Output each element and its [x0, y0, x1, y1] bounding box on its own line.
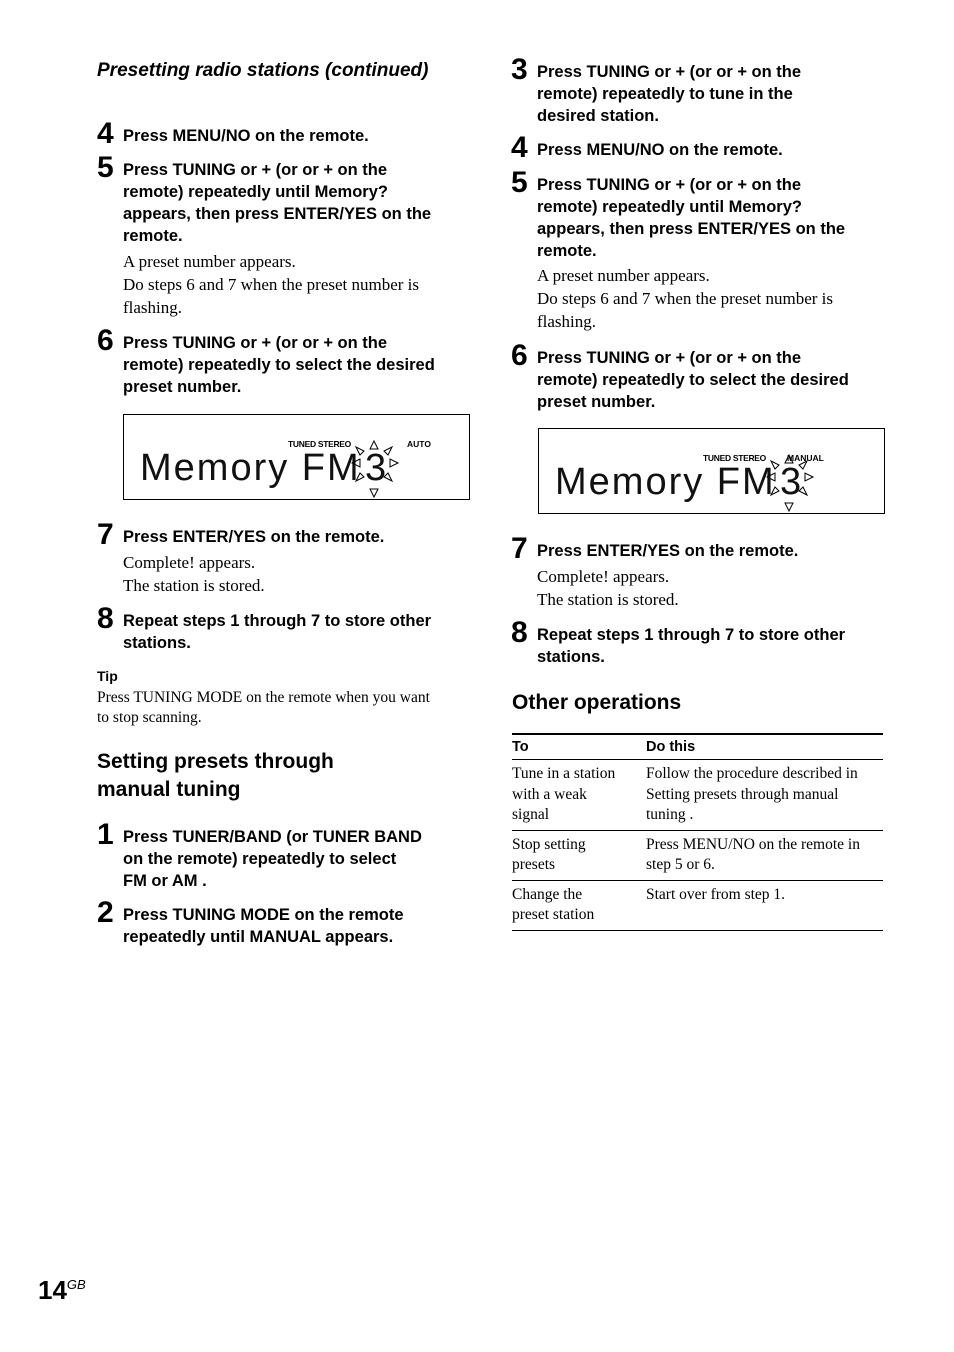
- page-number-value: 14: [38, 1275, 67, 1305]
- step-text: Press TUNER/BAND (or TUNER BAND on the remote) repeatedly to select FM or AM .: [123, 828, 422, 890]
- left-step-5: [97, 151, 432, 247]
- section-heading-other-operations: Other operations: [512, 691, 682, 714]
- step-number: 1: [97, 818, 114, 851]
- step-number: 4: [511, 131, 528, 164]
- step-number: 5: [511, 166, 528, 199]
- right-step-3: [511, 53, 802, 127]
- step-number: 6: [97, 324, 114, 357]
- lcd-display-auto: [123, 414, 470, 500]
- lcd-text: Memory FM: [140, 447, 361, 489]
- step-text: Repeat steps 1 through 7 to store other stations.: [537, 626, 846, 666]
- left-step-7-body: Complete! appears. The station is stored.: [123, 553, 265, 595]
- table-row: [512, 760, 883, 831]
- flashing-rays-icon: [124, 415, 469, 499]
- lcd-indicator-tuned-stereo: TUNED STEREO: [288, 439, 351, 449]
- page-number-suffix: GB: [66, 1277, 86, 1292]
- step-text: Press TUNING or + (or or + on the remote) repeatedly to tune in the desired station.: [537, 63, 802, 125]
- table-cell: Follow the procedure described in Setting presets through manual tuning .: [646, 760, 883, 831]
- step-number: 5: [97, 151, 114, 184]
- step-number: 3: [511, 53, 528, 86]
- left-step-4: [97, 117, 369, 150]
- step-text: Repeat steps 1 through 7 to store other stations.: [123, 612, 432, 652]
- left-step-8: [97, 602, 432, 654]
- table-cell: Stop setting presets: [512, 830, 646, 880]
- step-number: 4: [97, 117, 114, 150]
- table-cell: Tune in a station with a weak signal: [512, 760, 646, 831]
- tip-label: Tip: [97, 668, 118, 684]
- right-step-4: [511, 131, 783, 164]
- lcd-digit: 3: [780, 461, 802, 503]
- table-cell: Start over from step 1.: [646, 880, 883, 930]
- right-step-7-body: Complete! appears. The station is stored.: [537, 567, 679, 609]
- running-header: Presetting radio stations (continued): [97, 60, 429, 81]
- step-text: Press TUNING or + (or or + on the remote) repeatedly to select the desired preset number.: [537, 349, 849, 411]
- left-step-5-body: A preset number appears. Do steps 6 and 7 when the preset number is flashing.: [123, 252, 420, 317]
- right-step-8: [511, 616, 846, 668]
- section-heading-manual-tuning: Setting presets through manual tuning: [97, 750, 334, 801]
- step-number: 8: [97, 602, 114, 635]
- step-text: Press ENTER/YES on the remote.: [123, 528, 385, 546]
- step-text: Press TUNING or + (or or + on the remote) repeatedly until Memory? appears, then press ENTER/YES on the remote.: [537, 176, 846, 260]
- page-number: [38, 1275, 86, 1306]
- step-number: 2: [97, 896, 114, 929]
- lcd-text: Memory FM: [555, 461, 776, 503]
- step-number: 6: [511, 339, 528, 372]
- step-text: Press TUNING or + (or or + on the remote) repeatedly until Memory? appears, then press ENTER/YES on the remote.: [123, 161, 432, 245]
- step-number: 7: [511, 532, 528, 565]
- table-header-row: [512, 734, 883, 760]
- left-step-6: [97, 324, 435, 398]
- step-number: 7: [97, 518, 114, 551]
- right-step-7: [511, 532, 799, 565]
- lcd-display-manual: [538, 428, 885, 514]
- table-row: [512, 880, 883, 930]
- table-cell: Press MENU/NO on the remote in step 5 or 6.: [646, 830, 883, 880]
- step-text: Press ENTER/YES on the remote.: [537, 542, 799, 560]
- flashing-rays-icon: [539, 429, 884, 513]
- step-text: Press MENU/NO on the remote.: [537, 141, 783, 159]
- lcd-indicator-manual: MANUAL: [787, 453, 824, 463]
- other-operations-table: [512, 733, 883, 931]
- lcd-indicator-auto: AUTO: [407, 439, 431, 449]
- right-step-5-body: A preset number appears. Do steps 6 and 7 when the preset number is flashing.: [537, 266, 834, 331]
- step-text: Press MENU/NO on the remote.: [123, 127, 369, 145]
- step-text: Press TUNING MODE on the remote repeatedly until MANUAL appears.: [123, 906, 404, 946]
- table-cell: Change the preset station: [512, 880, 646, 930]
- lcd-digit: 3: [365, 447, 387, 489]
- left-step-2: [97, 896, 404, 948]
- table-row: [512, 830, 883, 880]
- table-header-do-this: Do this: [646, 734, 883, 760]
- left-step-1: [97, 818, 422, 892]
- right-step-6: [511, 339, 849, 413]
- lcd-indicator-tuned-stereo: TUNED STEREO: [703, 453, 766, 463]
- right-step-5: [511, 166, 846, 262]
- tip-body: Press TUNING MODE on the remote when you want to stop scanning.: [97, 689, 430, 726]
- step-number: 8: [511, 616, 528, 649]
- left-step-7: [97, 518, 385, 551]
- table-header-to: To: [512, 734, 646, 760]
- step-text: Press TUNING or + (or or + on the remote) repeatedly to select the desired preset number.: [123, 334, 435, 396]
